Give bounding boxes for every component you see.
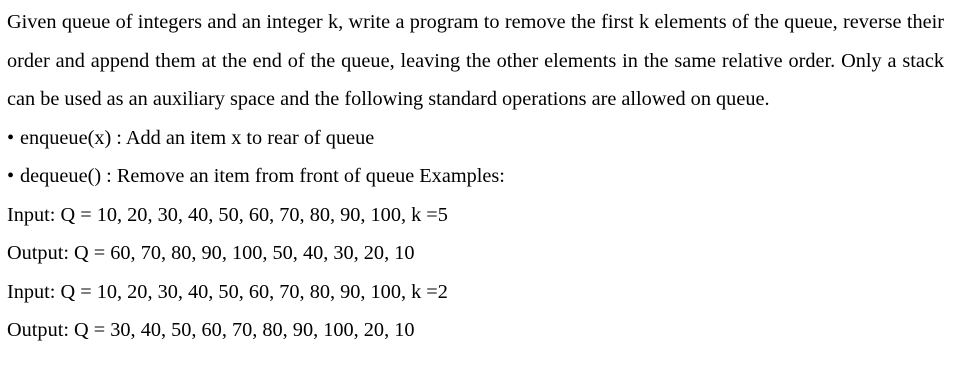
problem-statement [7,0,944,350]
example-1-input: Input: Q = 10, 20, 30, 40, 50, 60, 70, 80, 90, 100, k =5 [7,203,448,226]
bullet-icon: • [7,126,15,149]
operation-enqueue-text: enqueue(x) : Add an item x to rear of queue [20,126,375,149]
operation-enqueue [7,119,944,158]
operation-dequeue [7,157,944,196]
operation-dequeue-text: dequeue() : Remove an item from front of queue Examples: [20,165,505,187]
example-1-output: Output: Q = 60, 70, 80, 90, 100, 50, 40, 30, 20, 10 [7,242,415,264]
intro-paragraph: Given queue of integers and an integer k, write a program to remove the first k elements of the queue, reverse their order and append them at the end of the queue, leaving the other elements in the same relative order. Only a stack can be used as an auxiliary space and the following standard operations are allowed on queue. [7,11,944,110]
example-2-output: Output: Q = 30, 40, 50, 60, 70, 80, 90, 100, 20, 10 [7,319,415,341]
example-2-input: Input: Q = 10, 20, 30, 40, 50, 60, 70, 80, 90, 100, k =2 [7,280,448,303]
bullet-icon: • [7,165,15,187]
